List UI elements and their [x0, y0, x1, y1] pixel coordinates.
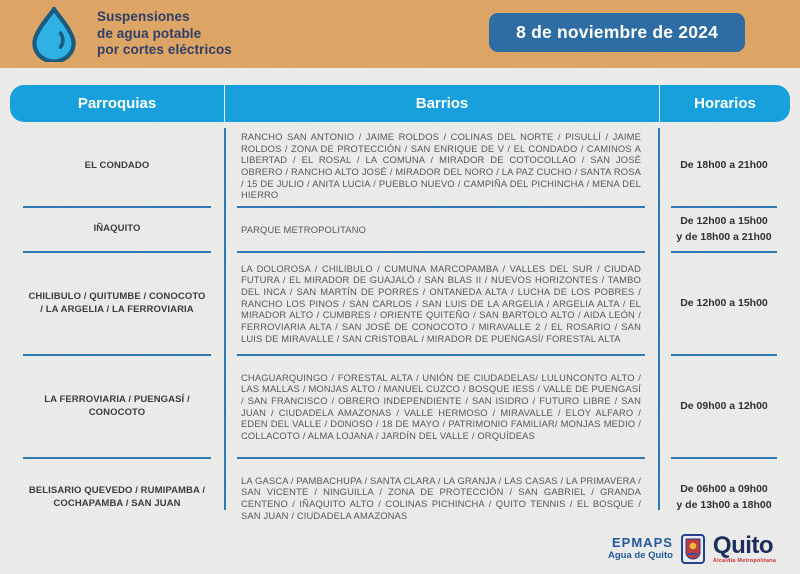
table-row [10, 458, 790, 538]
page-title-line2: de agua potable [97, 25, 202, 41]
water-drop-icon [25, 6, 83, 62]
horario-line1: De 18h00 a 21h00 [680, 159, 768, 172]
table-row [10, 355, 790, 458]
barrios-text: LA DOLOROSA / CHILIBULO / CUMUNA MARCOPAMBA / VALLES DEL SUR / CIUDAD FUTURA / EL MIRADOR DE GUAJALÓ / SAN BLAS II / NUEVOS HORIZONTES / TAMBO DEL INCA / SAN MARTÍN DE PORRES / ONTANEDA ALTA / LUCHA DE LOS POBRES / RANCHO LOS PINOS / SAN CARLOS / SAN LUIS DE LA ARGELIA / ARGELIA ALTA / EL MIRADOR ALTO / CUMBRES / ORIENTE QUITEÑO / SAN BARTOLO ALTO / AIDA LEÓN / FERROVIARIA ALTA / SAN JOSÉ DE CONOCOTO / MIRAVALLE 2 / EL ROSARIO / SAN LUIS DE MIRAVALLE / SAN CRISTOBAL / MIRADOR DE PUENGASÍ/ FORESTAL ALTA [241, 262, 641, 344]
column-header-horarios: Horarios [694, 95, 756, 112]
barrios-text: RANCHO SAN ANTONIO / JAIME ROLDOS / COLINAS DEL NORTE / PISULLÍ / JAIME ROLDOS / ZONA DE PROTECCIÓN / SAN ENRIQUE DE V / EL CONDADO / CAMINOS A LIBERTAD / EL ROSAL / LA COMUNA / MIRADOR DE COTOCOLLAO / SAN JOSÉ OBRERO / RANCHO ALTO JOSÉ / MIRADOR DEL NORO / LA PAZ CUCHO / SANTA ROSA / 15 DE JULIO / ANITA LUCIA / PUEBLO NUEVO / CAMPIÑA DEL PICHINCHA / MENA DEL HIERRO [241, 131, 641, 201]
barrios-cell [224, 458, 658, 538]
horario-line1: De 12h00 a 15h00 [680, 296, 768, 309]
horario-line1: De 06h00 a 09h00 [680, 483, 768, 496]
column-header-parroquias: Parroquias [77, 95, 157, 112]
table-body [10, 125, 790, 538]
quito-wordmark: Quito [712, 531, 774, 559]
horario-line1: De 09h00 a 12h00 [680, 399, 768, 412]
horario-cell [658, 207, 790, 252]
parroquia-cell: LA FERROVIARIA / PUENGASÍ / CONOCOTO [10, 355, 224, 458]
parroquia-cell: EL CONDADO [84, 159, 150, 171]
quito-crest-icon [681, 534, 705, 564]
column-header-barrios: Barrios [224, 85, 660, 122]
footer-logos [608, 531, 776, 565]
horario-line2: y de 18h00 a 21h00 [676, 230, 772, 243]
barrios-text: PARQUE METROPOLITANO [241, 223, 367, 235]
parroquia-cell: CHILIBULO / QUITUMBE / CONOCOTO / LA ARGELIA / LA FERROVIARIA [10, 252, 224, 355]
parroquia-cell: IÑAQUITO [10, 207, 224, 252]
barrios-text: LA GASCA / PAMBACHUPA / SANTA CLARA / LA GRANJA / LAS CASAS / LA PRIMAVERA / SAN VICENTE / NINGUILLA / ZONA DE PROTECCIÓN / SAN GABRIEL / GRANDA CENTENO / IÑAQUITO ALTO / COLINAS PICHINCHA / QUITO TENNIS / EL BOSQUE / SAN JUAN / CIUDADELA AMAZONAS [241, 474, 641, 521]
horario-cell [658, 458, 790, 538]
quito-logo [712, 531, 776, 565]
horario-cell [658, 355, 790, 458]
epmaps-logo [608, 536, 673, 561]
date-badge: 8 de noviembre de 2024 [489, 13, 745, 52]
barrios-text: CHAGUARQUINGO / FORESTAL ALTA / UNIÓN DE CIUDADELAS/ LULUNCONTO ALTO / LAS MALLAS / MONJAS ALTO / MANUEL CUZCO / BOSQUE IESS / VALLE DE PUENGASÍ / SAN FRANCISCO / OBRERO INDEPENDIENTE / SAN ISIDRO / FUTURO LIBRE / SAN JUAN / CIUDADELA AMAZONAS / VALLE HERMOSO / MIRAVALLE / ELOY ALFARO / EDEN DEL VALLE / DONOSO / 18 DE MAYO / PATRIMONIO FAMILIAR/ MONJAS MEDIO / COLLACOTO / ALMA LOJANA / JARDÍN DEL VALLE / ORQUÍDEAS [241, 371, 641, 441]
header-band [0, 0, 800, 68]
table-header [10, 85, 790, 122]
quito-subtitle: Alcaldía Metropolitana [712, 557, 776, 564]
barrios-cell [224, 355, 658, 458]
page-title [97, 9, 232, 58]
horario-line1: De 12h00 a 15h00 [680, 214, 768, 227]
barrios-cell [224, 207, 658, 252]
page-title-line3: por cortes eléctricos [97, 42, 232, 58]
barrios-cell [224, 125, 658, 207]
horario-cell [658, 125, 790, 207]
barrios-cell [224, 252, 658, 355]
table-row [10, 207, 790, 252]
table-row [10, 252, 790, 355]
table-row [10, 125, 790, 207]
horario-cell [658, 252, 790, 355]
horario-line2: y de 13h00 a 18h00 [676, 499, 772, 511]
epmaps-name: EPMAPS [612, 535, 673, 551]
parroquia-cell: BELISARIO QUEVEDO / RUMIPAMBA / COCHAPAMBA / SAN JUAN [10, 458, 224, 538]
epmaps-subtitle: Agua de Quito [608, 549, 673, 561]
page-title-line1: Suspensiones [97, 9, 190, 25]
